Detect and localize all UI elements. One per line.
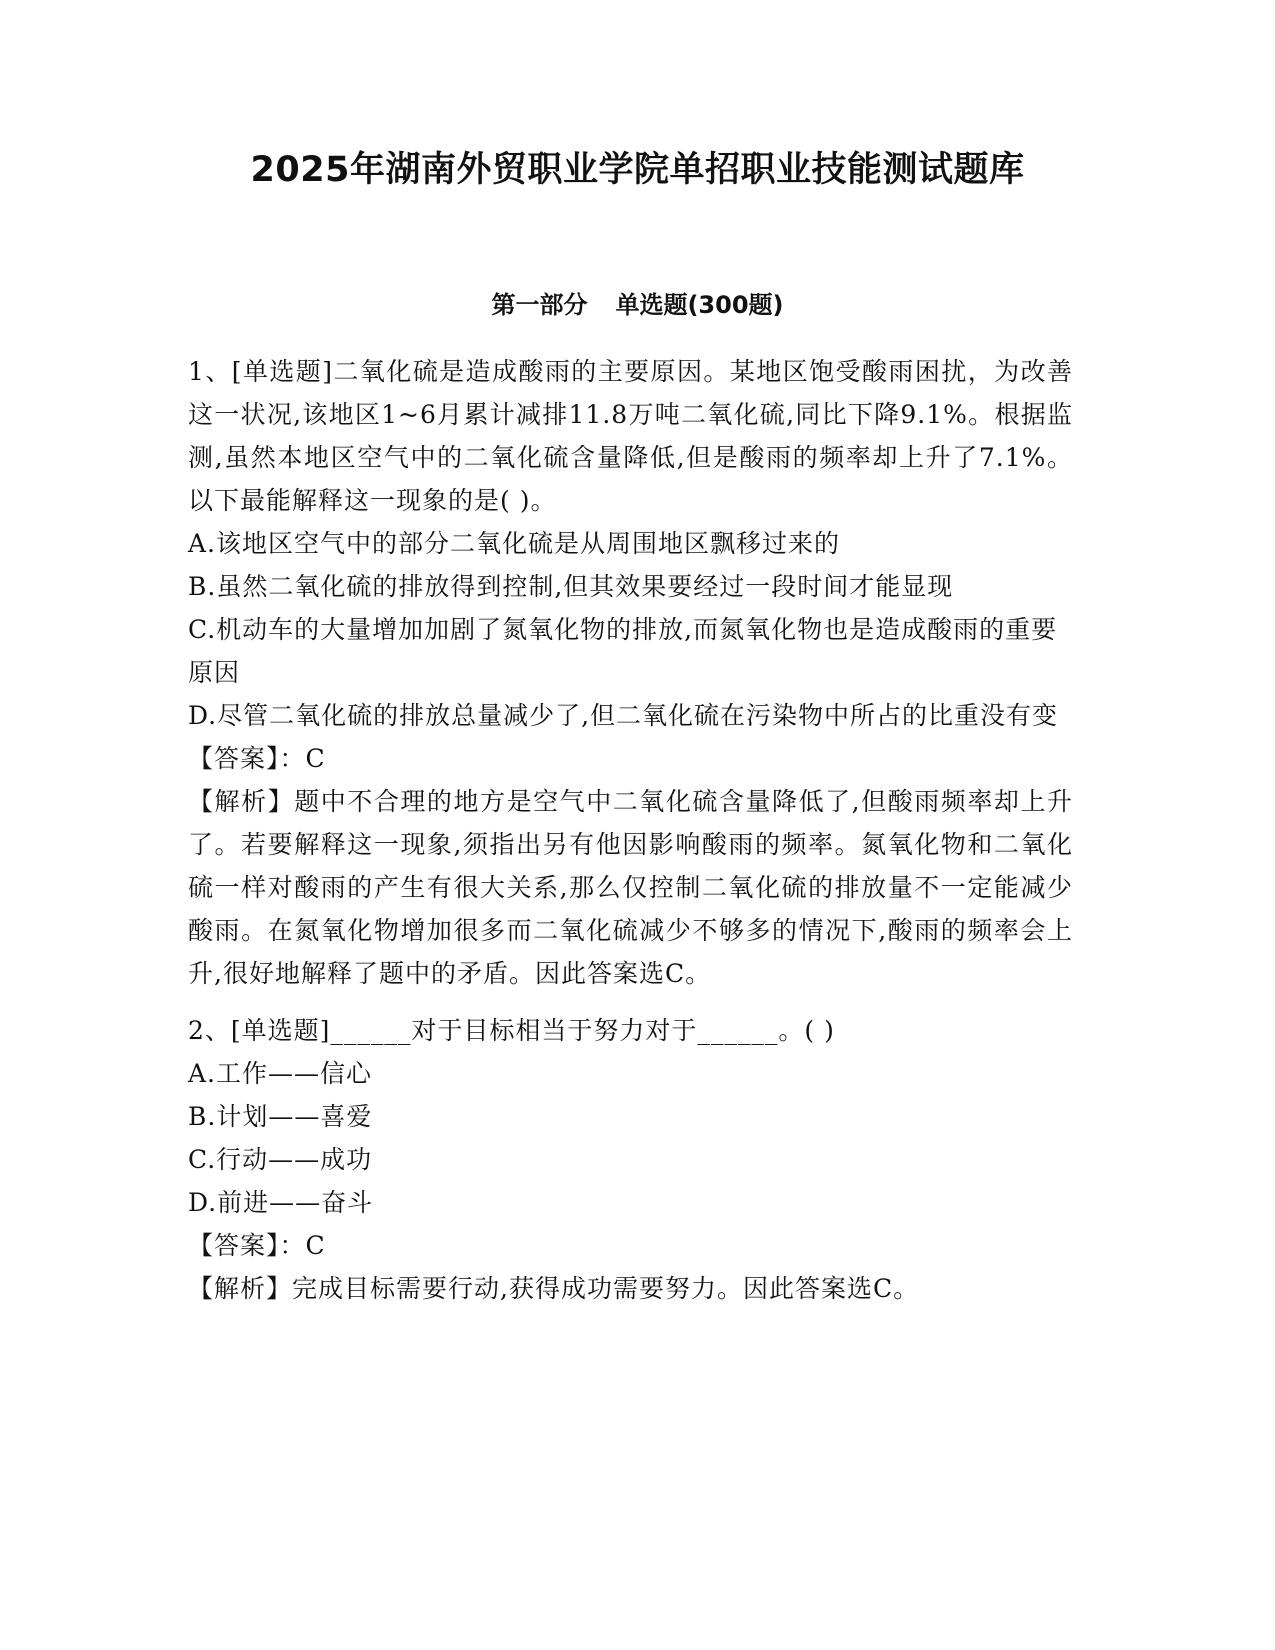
section-name-label: 单选题(300题)	[615, 291, 784, 319]
option-d: D.前进——奋斗	[188, 1188, 374, 1217]
question-stem: 2、[单选题]______对于目标相当于努力对于______。( )	[188, 1016, 835, 1045]
analysis-text: 【解析】完成目标需要行动,获得成功需要努力。因此答案选C。	[188, 1274, 920, 1303]
question-stem: 1、[单选题]二氧化硫是造成酸雨的主要原因。某地区饱受酸雨困扰，为改善这一状况,该地区1~6月累计减排11.8万吨二氧化硫,同比下降9.1%。根据监测,虽然本地区空气中的二氧化硫含量降低,但是酸雨的频率却上升了7.1%。以下最能解释这一现象的是( )。	[188, 357, 1073, 515]
option-a: A.该地区空气中的部分二氧化硫是从周围地区飘移过来的	[188, 529, 841, 558]
option-b: B.计划——喜爱	[188, 1102, 373, 1131]
option-c: C.机动车的大量增加加剧了氮氧化物的排放,而氮氧化物也是造成酸雨的重要原因	[188, 615, 1058, 687]
section-part-label: 第一部分	[491, 291, 588, 319]
option-a: A.工作——信心	[188, 1059, 373, 1088]
question-item	[188, 350, 1073, 995]
section-heading	[0, 288, 1275, 322]
answer-line: 【答案】：C	[188, 1231, 326, 1260]
document-title: 2025年湖南外贸职业学院单招职业技能测试题库	[250, 150, 1025, 190]
option-c: C.行动——成功	[188, 1145, 373, 1174]
option-b: B.虽然二氧化硫的排放得到控制,但其效果要经过一段时间才能显现	[188, 572, 954, 601]
answer-line: 【答案】：C	[188, 744, 326, 773]
question-list	[188, 350, 1073, 1324]
question-item	[188, 1009, 1073, 1310]
analysis-text: 【解析】题中不合理的地方是空气中二氧化硫含量降低了,但酸雨频率却上升了。若要解释这一现象,须指出另有他因影响酸雨的频率。氮氧化物和二氧化硫一样对酸雨的产生有很大关系,那么仅控制二氧化硫的排放量不一定能减少酸雨。在氮氧化物增加很多而二氧化硫减少不够多的情况下,酸雨的频率会上升,很好地解释了题中的矛盾。因此答案选C。	[188, 787, 1073, 988]
option-d: D.尽管二氧化硫的排放总量减少了,但二氧化硫在污染物中所占的比重没有变	[188, 701, 1059, 730]
